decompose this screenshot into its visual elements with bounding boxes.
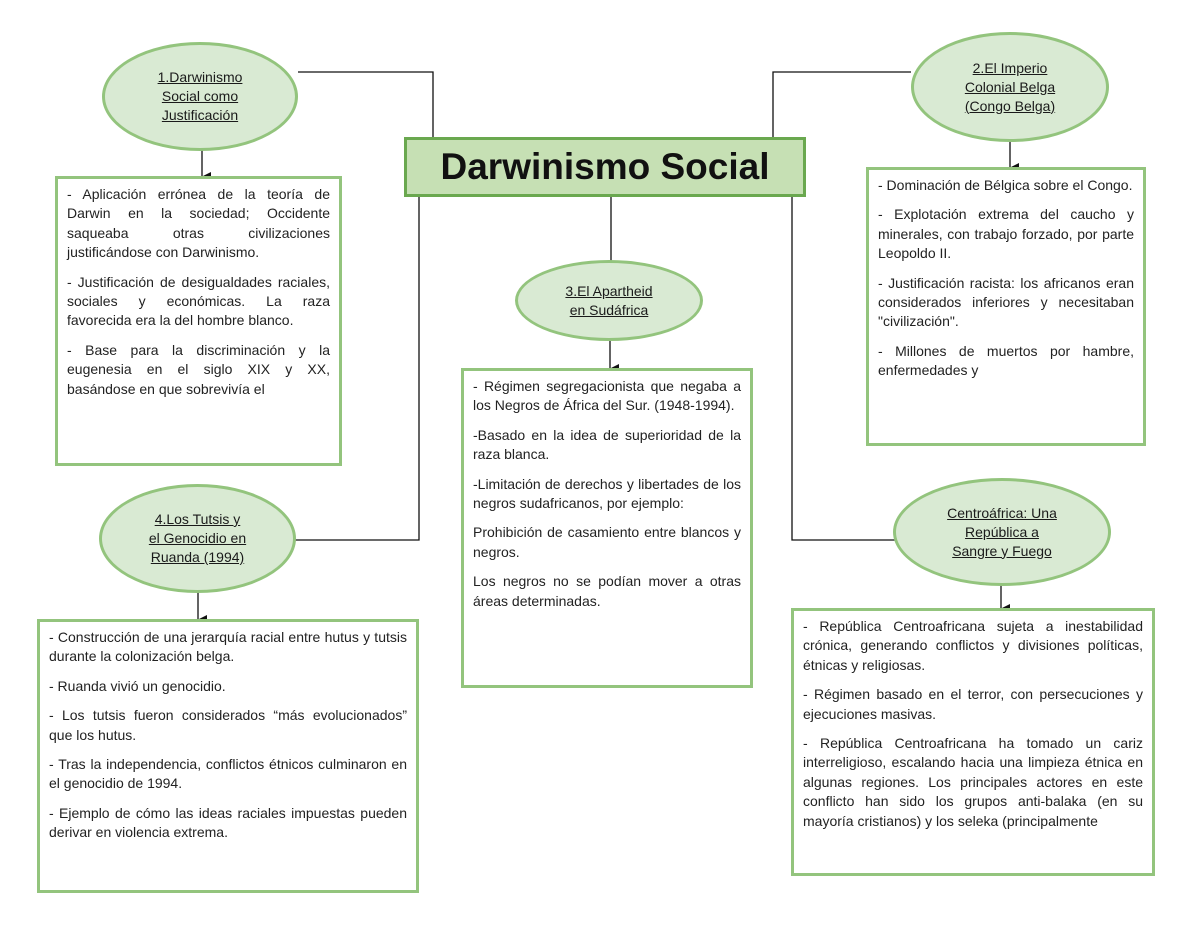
node-5-text-1: - República Centroafricana sujeta a inestabilidad crónica, generando conflictos y divisiones políticas, étnicas y religiosas. <box>803 618 1143 673</box>
node-3-text-4: Prohibición de casamiento entre blancos y negros. <box>473 524 741 560</box>
node-3-text-2: -Basado en la idea de superioridad de la raza blanca. <box>473 426 741 463</box>
node-3-label: 3.El Apartheid en Sudáfrica <box>565 282 653 318</box>
node-5-label: Centroáfrica: Una República a Sangre y Fuego <box>947 504 1057 559</box>
node-3-ellipse <box>515 260 703 341</box>
node-4-box <box>37 619 419 893</box>
node-4-text-3: - Los tutsis fueron considerados “más evolucionados” que los hutus. <box>49 707 407 743</box>
node-3-text-1: - Régimen segregacionista que negaba a los Negros de África del Sur. (1948-1994). <box>473 378 741 414</box>
node-1-text-2: - Justificación de desigualdades raciales, sociales y económicas. La raza favorecida era la del hombre blanco. <box>67 273 330 329</box>
node-3-text-5: Los negros no se podían mover a otras áreas determinadas. <box>473 573 741 609</box>
connector-title-to-node-2 <box>773 72 911 137</box>
node-4-text-1: - Construcción de una jerarquía racial entre hutus y tutsis durante la colonización belga. <box>49 629 407 665</box>
node-3-text-3: -Limitación de derechos y libertades de los negros sudafricanos, por ejemplo: <box>473 475 741 512</box>
node-1-box <box>55 176 342 466</box>
node-4-label: 4.Los Tutsis y el Genocidio en Ruanda (1994) <box>148 511 247 565</box>
node-5-ellipse <box>893 478 1111 586</box>
node-2-text-2: - Explotación extrema del caucho y minerales, con trabajo forzado, por parte Leopoldo II. <box>878 206 1134 262</box>
node-1-text-1: - Aplicación errónea de la teoría de Darwin en la sociedad; Occidente saqueaba otras civilizaciones justificándose con Darwinismo. <box>67 186 330 261</box>
node-2-text-4: - Millones de muertos por hambre, enfermedades y <box>878 342 1134 379</box>
node-1-text-3: - Base para la discriminación y la eugenesia en el siglo XIX y XX, basándose en que sobrevivía el <box>67 341 330 397</box>
node-2-text-3: - Justificación racista: los africanos eran considerados inferiores y necesitaban "civilización". <box>878 274 1134 330</box>
node-5-text-3: - República Centroafricana ha tomado un cariz interreligioso, escalando hacia una limpieza étnica en algunas regiones. Los principales actores en este conflicto han sido los grupos anti-balaka (en su mayoría cristianos) y los seleka (principalmente <box>803 735 1143 829</box>
node-2-label: 2.El Imperio Colonial Belga (Congo Belga) <box>964 59 1056 114</box>
node-2-text-1: - Dominación de Bélgica sobre el Congo. <box>878 177 1133 193</box>
node-2-ellipse <box>911 32 1109 142</box>
node-4-text-4: - Tras la independencia, conflictos étnicos culminaron en el genocidio de 1994. <box>49 756 407 792</box>
node-1-label: 1.Darwinismo Social como Justificación <box>157 69 243 123</box>
node-2-box <box>866 167 1146 446</box>
node-1-ellipse <box>102 42 298 151</box>
map-title: Darwinismo Social <box>404 137 806 197</box>
node-4-ellipse <box>99 484 296 593</box>
node-5-box <box>791 608 1155 876</box>
node-4-text-2: - Ruanda vivió un genocidio. <box>49 677 226 694</box>
node-3-box <box>461 368 753 688</box>
node-4-text-5: - Ejemplo de cómo las ideas raciales impuestas pueden derivar en violencia extrema. <box>49 804 407 841</box>
node-5-text-2: - Régimen basado en el terror, con persecuciones y ejecuciones masivas. <box>803 686 1143 722</box>
connector-title-to-node-1 <box>298 72 433 137</box>
